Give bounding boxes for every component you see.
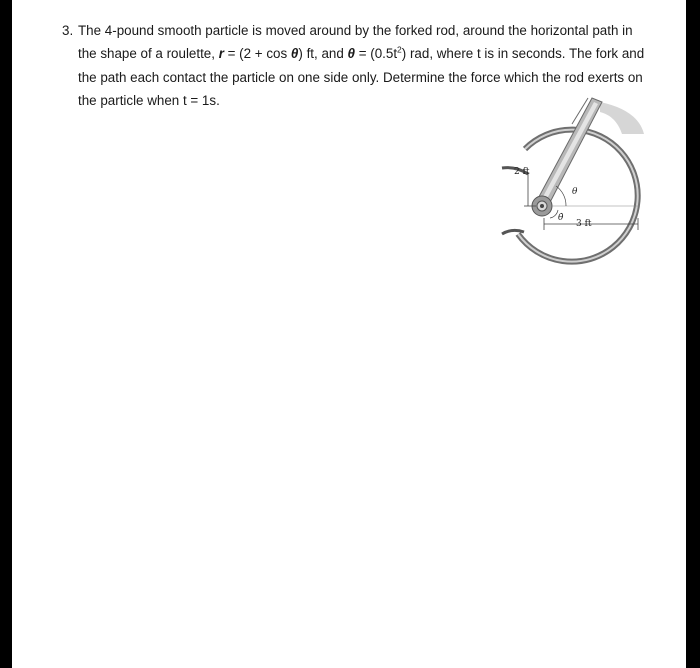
- problem-number: 3.: [62, 23, 74, 38]
- text-run: r: [218, 46, 224, 62]
- text-run: = (2 + cos: [223, 46, 291, 62]
- superscript: 2: [397, 44, 402, 55]
- text-run: = (0.5t: [354, 46, 398, 62]
- pivot-center: [540, 204, 544, 208]
- label-2ft: 2 ft: [514, 167, 530, 177]
- label-3ft: 3 ft: [576, 219, 592, 229]
- forked-rod: [534, 98, 602, 210]
- label-theta: θ: [572, 187, 578, 197]
- theta-arc: [556, 186, 566, 206]
- document-page: [12, 0, 686, 668]
- roulette-path-figure: [488, 94, 648, 288]
- text-run: The 4-pound smooth particle is moved around by the forked rod, around the horizontal path in: [78, 23, 633, 38]
- text-run: ) rad, where t is in seconds. The fork and: [401, 46, 645, 62]
- figure-drawing: [488, 94, 648, 288]
- text-run: the path each contact the particle on one side only. Determine the force which the rod exerts on: [78, 69, 643, 85]
- problem-line: [62, 42, 662, 65]
- problem-line: [62, 66, 662, 89]
- text-run: ) ft, and: [298, 46, 348, 62]
- text-run: the particle when t = 1s.: [78, 93, 220, 109]
- shadow-shading: [600, 102, 644, 134]
- problem-line: [62, 19, 662, 42]
- text-run: the shape of a roulette,: [78, 46, 219, 62]
- text-run: θ: [290, 46, 299, 62]
- text-run: θ: [347, 46, 355, 62]
- theta-dot-arc: [550, 210, 558, 218]
- label-theta-dot: θ̇: [558, 213, 564, 223]
